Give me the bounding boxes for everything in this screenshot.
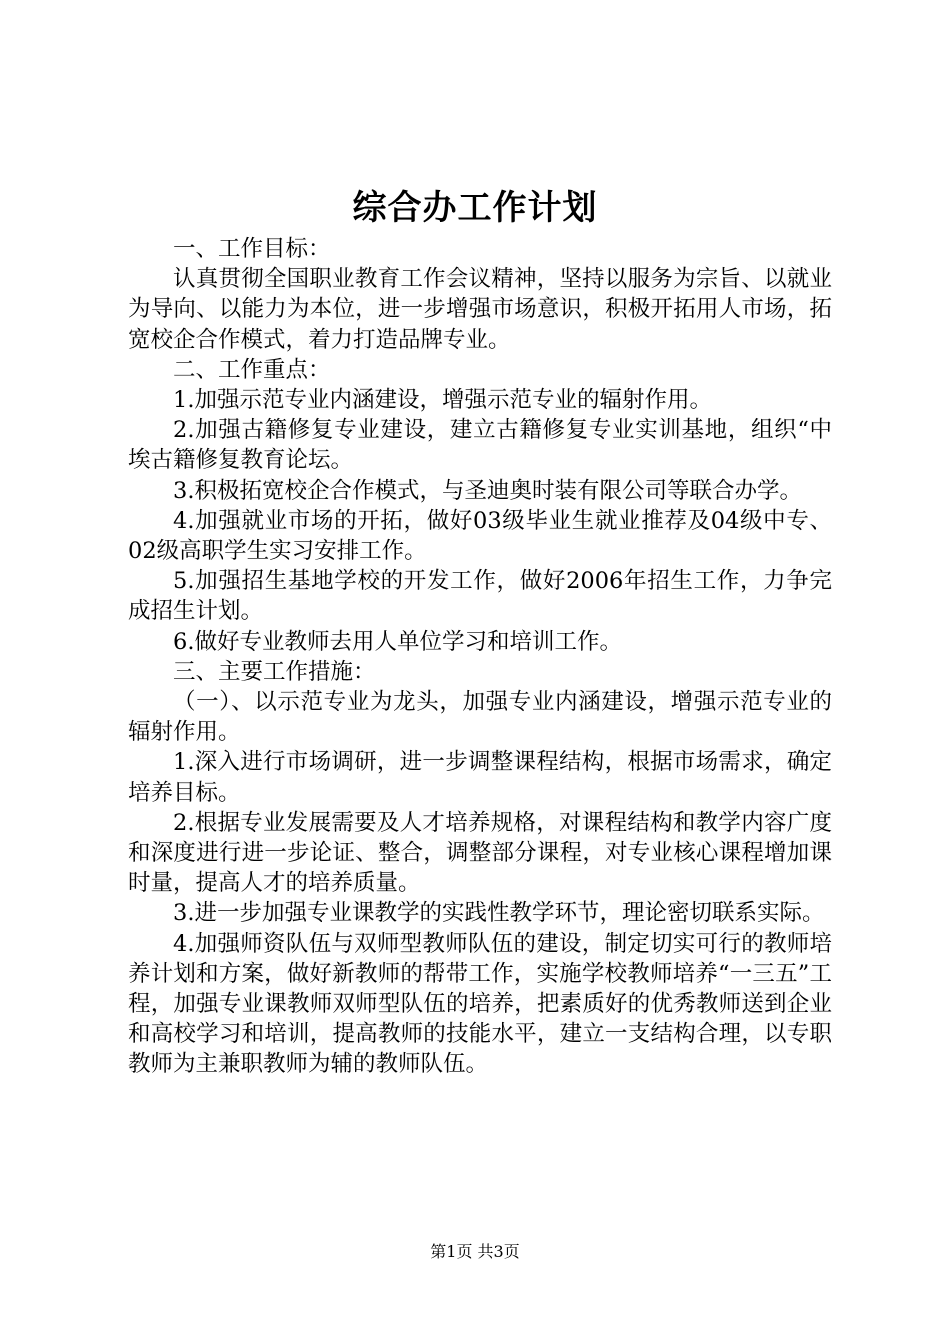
- section-heading-goals: 一、工作目标：: [173, 236, 331, 262]
- paragraph-focus-1: 1.加强示范专业内涵建设，增强示范专业的辐射作用。: [173, 387, 712, 414]
- paragraph-measure-1: 1.深入进行市场调研，进一步调整课程结构，根据市场需求，确定培养目标。: [128, 749, 832, 806]
- paragraph-focus-3: 3.积极拓宽校企合作模式，与圣迪奥时装有限公司等联合办学。: [173, 477, 802, 504]
- paragraph-measure-3: 3.进一步加强专业课教学的实践性教学环节，理论密切联系实际。: [173, 900, 825, 927]
- paragraph-measure-4: 4.加强师资队伍与双师型教师队伍的建设，制定切实可行的教师培养计划和方案，做好新教师的帮带工作，实施学校教师培养“一三五”工程，加强专业课教师双师型队伍的培养，把素质好的优秀教师送到企业和高校学习和培训，提高教师的技能水平，建立一支结构合理，以专职教师为主兼职教师为辅的教师队伍。: [128, 930, 832, 1078]
- section-heading-measures: 三、主要工作措施：: [173, 658, 376, 685]
- document-body: [128, 234, 832, 1080]
- document-title: 综合办工作计划: [352, 188, 598, 228]
- paragraph-measure-2: 2.根据专业发展需要及人才培养规格，对课程结构和教学内容广度和深度进行进一步论证、整合，调整部分课程，对专业核心课程增加课时量，提高人才的培养质量。: [128, 809, 832, 897]
- section-heading-focus: 二、工作重点：: [173, 356, 331, 383]
- paragraph-focus-2: 2.加强古籍修复专业建设，建立古籍修复专业实训基地，组织“中埃古籍修复教育论坛。: [128, 417, 832, 474]
- paragraph-focus-5: 5.加强招生基地学校的开发工作，做好2006年招生工作，力争完成招生计划。: [128, 568, 832, 625]
- subsection-heading-1: （一）、以示范专业为龙头，加强专业内涵建设，增强示范专业的辐射作用。: [128, 689, 832, 746]
- paragraph-goals: 认真贯彻全国职业教育工作会议精神，坚持以服务为宗旨、以就业为导向、以能力为本位，进一步增强市场意识，积极开拓用人市场，拓宽校企合作模式，着力打造品牌专业。: [128, 266, 832, 353]
- paragraph-focus-4: 4.加强就业市场的开拓，做好03级毕业生就业推荐及04级中专、02级高职学生实习安排工作。: [128, 507, 832, 565]
- paragraph-focus-6: 6.做好专业教师去用人单位学习和培训工作。: [173, 628, 622, 655]
- page-footer: 第1页 共3页: [430, 1242, 520, 1261]
